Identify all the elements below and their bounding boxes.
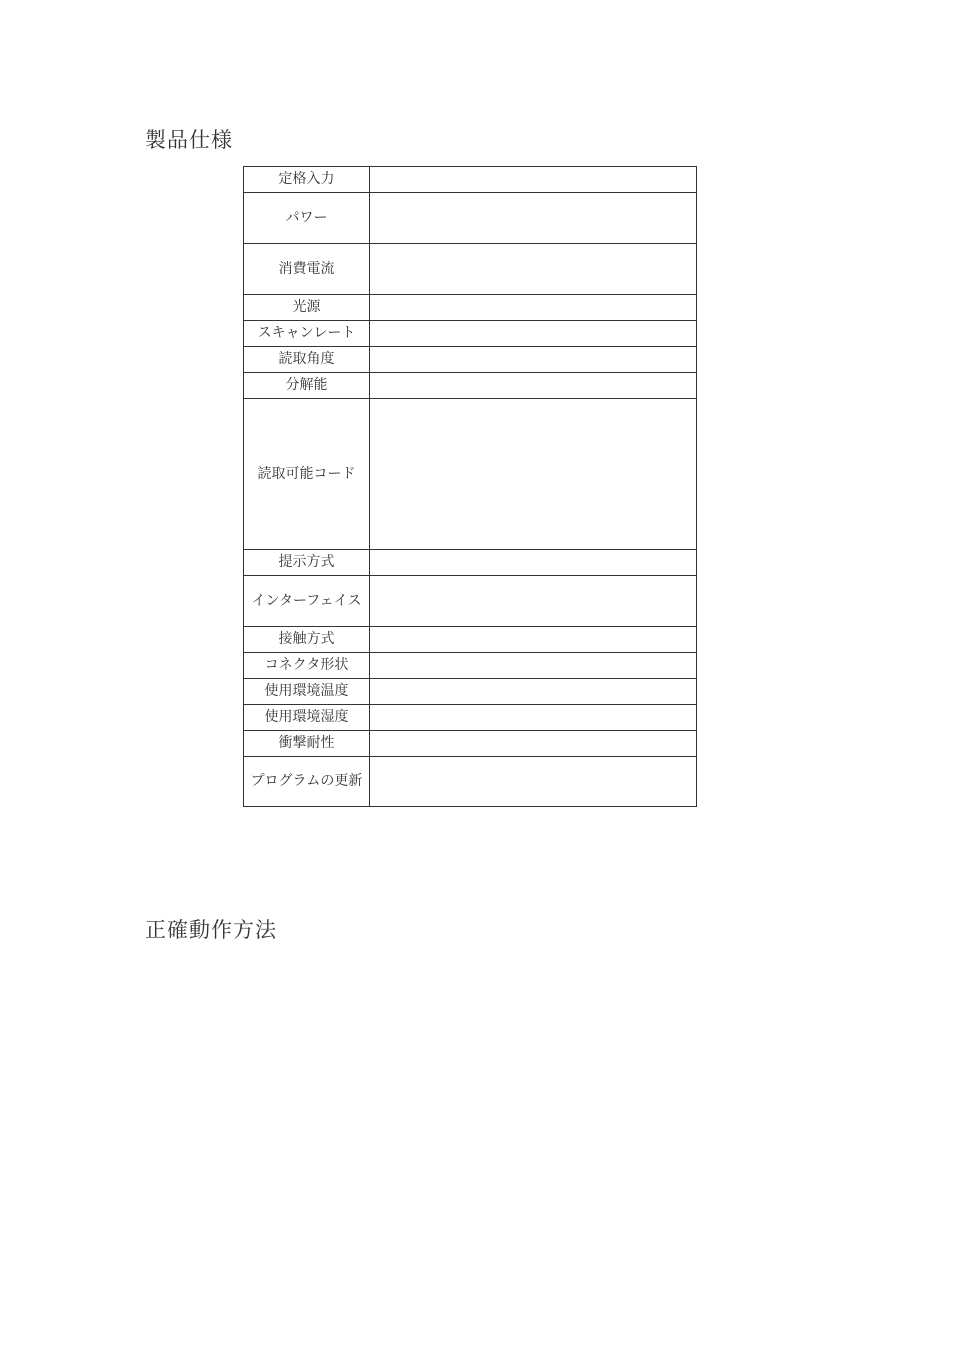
table-row: [244, 731, 697, 757]
table-row: [244, 167, 697, 193]
table-row: [244, 705, 697, 731]
spec-value: [370, 731, 697, 757]
table-row: [244, 321, 697, 347]
spec-value: [370, 167, 697, 193]
spec-label: 接触方式: [244, 627, 370, 653]
table-row: [244, 347, 697, 373]
table-row: [244, 576, 697, 627]
spec-value: [370, 399, 697, 550]
spec-label: 消費電流: [244, 244, 370, 295]
table-row: [244, 399, 697, 550]
section-title-specs: 製品仕様: [145, 128, 233, 152]
spec-value: [370, 193, 697, 244]
spec-label: スキャンレート: [244, 321, 370, 347]
spec-value: [370, 757, 697, 807]
spec-value: [370, 244, 697, 295]
table-row: [244, 627, 697, 653]
table-row: [244, 244, 697, 295]
spec-value: [370, 295, 697, 321]
table-row: [244, 373, 697, 399]
spec-label: 読取可能コード: [244, 399, 370, 550]
spec-label: 衝撃耐性: [244, 731, 370, 757]
table-row: [244, 653, 697, 679]
spec-label: 光源: [244, 295, 370, 321]
spec-label: 提示方式: [244, 550, 370, 576]
spec-value: [370, 653, 697, 679]
table-row: [244, 550, 697, 576]
spec-label: インターフェイス: [244, 576, 370, 627]
spec-value: [370, 550, 697, 576]
spec-label: 定格入力: [244, 167, 370, 193]
spec-label: コネクタ形状: [244, 653, 370, 679]
spec-table: [243, 166, 697, 807]
spec-value: [370, 373, 697, 399]
spec-label: プログラムの更新: [244, 757, 370, 807]
spec-value: [370, 705, 697, 731]
spec-label: 読取角度: [244, 347, 370, 373]
spec-label: 使用環境温度: [244, 679, 370, 705]
table-row: [244, 193, 697, 244]
spec-label: 分解能: [244, 373, 370, 399]
spec-value: [370, 576, 697, 627]
spec-value: [370, 321, 697, 347]
spec-value: [370, 679, 697, 705]
spec-value: [370, 347, 697, 373]
section-title-method: 正確動作方法: [145, 918, 277, 942]
table-row: [244, 295, 697, 321]
spec-value: [370, 627, 697, 653]
table-row: [244, 757, 697, 807]
table-row: [244, 679, 697, 705]
spec-label: パワー: [244, 193, 370, 244]
spec-label: 使用環境湿度: [244, 705, 370, 731]
